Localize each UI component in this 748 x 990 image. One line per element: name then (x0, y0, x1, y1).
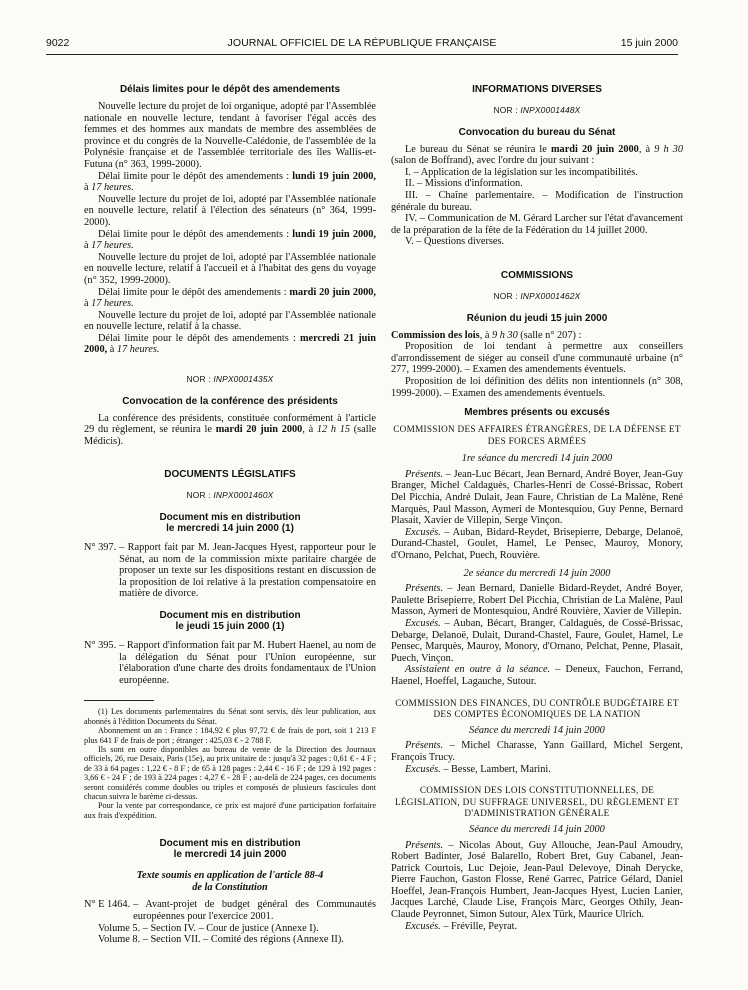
left-column (84, 84, 376, 946)
volume-5-line: Volume 5. – Section IV. – Cour de justice (Annexe I). (98, 922, 319, 934)
commission-lois-line: Commission des lois, à 9 h 30 (salle n° 207) : (391, 329, 582, 341)
lois-seance-title: Séance du mercredi 14 juin 2000 (469, 823, 605, 835)
seance-1-title: 1re séance du mercredi 14 juin 2000 (461, 453, 613, 465)
delais-limit-4: Délai limite pour le dépôt des amendements : mercredi 21 juin 2000, à 17 heures. (84, 332, 376, 356)
bureau-paragraph: Le bureau du Sénat se réunira le mardi 20 juin 2000, à 9 h 30 (salon de Boffrand), avec l'ordre du jour suivant : (391, 143, 683, 167)
document-entry-397: N° 397. – Rapport fait par M. Jean-Jacques Hyest, rapporteur pour le Sénat, au nom de la commission mixte paritaire chargée de proposer un texte sur les dispositions restant en discussion de la proposition de loi relative à la prestation compensatoire en matière de divorce. (84, 542, 376, 600)
section-title-reunion: Réunion du jeudi 15 juin 2000 (466, 312, 608, 324)
agenda-item-3: III. – Chaîne parlementaire. – Modification de l'instruction générale du bureau. (391, 189, 683, 213)
document-entry-e1464: N° E 1464. – Avant-projet de budget général des Communautés européennes pour l'exercice 2001. (84, 899, 376, 923)
document-entry-395: N° 395. – Rapport d'information fait par M. Hubert Haenel, au nom de la délégation du Sénat pour l'Union européenne, sur l'élaboration d'une charte des droits fondamentaux de l'Union européenne. (84, 640, 376, 686)
section-title-documents: DOCUMENTS LÉGISLATIFS (164, 469, 296, 481)
section-title-bureau: Convocation du bureau du Sénat (458, 126, 616, 138)
distribution-heading-2: Document mis en distribution le jeudi 15 juin 2000 (1) (159, 610, 301, 632)
commission-lois-item-2: Proposition de loi définition des délits non intentionnels (n° 308, 1999-2000). – Examen des amendements éventuels. (391, 375, 683, 399)
delais-paragraph-4: Nouvelle lecture du projet de loi, adopté par l'Assemblée nationale en nouvelle lecture, relatif à la chasse. (84, 309, 376, 333)
finances-excuses: Excusés. – Besse, Lambert, Marini. (405, 763, 551, 775)
seance-2-excuses: Excusés. – Auban, Bécart, Branger, Caldaguès, de Cossé-Brissac, Debarge, Delanoë, Dulait, Durand-Chastel, Faure, Goulet, Hamel, Le Pensec, Marquès, Mauroy, Monory, d'Ornano, Pelchat, Penne, Plasait, Puech, Vinçon. (391, 618, 683, 664)
header-rule (46, 54, 678, 55)
footnote-paragraph-3: Ils sont en outre disponibles au bureau de vente de la Direction des Journaux officiels, 26, rue Desaix, Paris (15e), au prix unitaire de : jusqu'à 32 pages : 0,61 € - 4 F ; de 33 à 64 pages : 1,22 € - 8 F ; de 65 à 128 pages : 2,44 € - 16 F ; de 129 à 192 pages : 3,66 € - 24 F ; de 193 à 224 pages : 4,27 € - 28 F ; au-delà de 224 pages, ces documents seront considérés comme doubles ou triples et composés de plusieurs fascicules dont chacun suivra le barème ci-dessus. (84, 745, 376, 802)
issue-date: 15 juin 2000 (620, 37, 678, 49)
finances-presents: Présents. – Michel Charasse, Yann Gaillard, Michel Sergent, François Trucy. (391, 740, 683, 763)
commission-finances-title: COMMISSION DES FINANCES, DU CONTRÔLE BUDGÉTAIRE ET DES COMPTES ÉCONOMIQUES DE LA NATION (395, 697, 679, 720)
nor-reference: NOR : INPX0001435X (186, 374, 274, 385)
right-column (391, 84, 683, 932)
seance-1-excuses: Excusés. – Auban, Bidard-Reydet, Brisepierre, Debarge, Delanoë, Durand-Chastel, Goulet, Hamel, Le Pensec, Mauroy, Monory, d'Ornano, Pelchat, Puech, Rouvière. (391, 526, 683, 562)
footnote-paragraph-2: Abonnement un an : France : 184,92 € plus 97,72 € de frais de port, soit 1 213 F plus 641 F de frais de port ; étranger : 425,03 € - 2 788 F. (84, 726, 376, 745)
footnote-paragraph-1: (1) Les documents parlementaires du Sénat sont servis, dès leur publication, aux abonnés à l'édition Documents du Sénat. (84, 707, 376, 726)
lois-excuses: Excusés. – Fréville, Peyrat. (405, 920, 518, 932)
seance-1-presents: Présents. – Jean-Luc Bécart, Jean Bernard, André Boyer, Jean-Guy Branger, Michel Caldaguès, Charles-Henri de Cossé-Brissac, Robert Del Picchia, André Dulait, Jean Faure, Christian de La Malène, René Marquès, Paul Masson, Aymeri de Montesquiou, Guy Penne, Bernard Plasait, Xavier de Villepin, Serge Vinçon. (391, 468, 683, 527)
nor-reference: NOR : INPX0001460X (186, 490, 274, 501)
page-number: 9022 (46, 37, 70, 49)
journal-title: JOURNAL OFFICIEL DE LA RÉPUBLIQUE FRANÇAISE (227, 37, 497, 49)
section-title-conference: Convocation de la conférence des présidents (122, 395, 338, 407)
delais-paragraph-3: Nouvelle lecture du projet de loi, adopté par l'Assemblée nationale en nouvelle lecture, relatif à l'accueil et à l'habitat des gens du voyage (n° 352, 1999-2000). (84, 251, 376, 286)
delais-paragraph-1: Nouvelle lecture du projet de loi organique, adopté par l'Assemblée nationale en nouvelle lecture, tendant à favoriser l'égal accès des femmes et des hommes aux mandats de membre des assemblées de province et du congrès de la Nouvelle-Calédonie, de l'assemblée de la Polynésie française et de l'assemblée territoriale des îles Wallis-et-Futuna (n° 363, 1999-2000). (84, 101, 376, 170)
lois-presents: Présents. – Nicolas About, Guy Allouche, Jean-Paul Amoudry, Robert Badinter, José Balarello, Robert Bret, Guy Cabanel, Jean-Patrick Courtois, Luc Dejoie, Jean-Paul Delevoye, Dinah Derycke, Pierre Fauchon, Gaston Flosse, René Garrec, Patrice Gélard, Daniel Hoeffel, Jean-François Humbert, Jean-Jacques Hyest, Lucien Lanier, Jacques Larché, Claude Lise, François Marc, Georges Othily, Jean-Claude Peyronnet, Simon Sutour, Alex Türk, Maurice Ulrich. (391, 839, 683, 921)
distribution-heading-1: Document mis en distribution le mercredi 14 juin 2000 (1) (159, 512, 301, 535)
section-title-membres: Membres présents ou excusés (464, 407, 610, 419)
finances-seance-title: Séance du mercredi 14 juin 2000 (469, 724, 605, 736)
page-header (46, 38, 678, 52)
nor-reference: NOR : INPX0001448X (493, 105, 581, 115)
delais-limit-1: Délai limite pour le dépôt des amendements : lundi 19 juin 2000, à 17 heures. (84, 170, 376, 194)
section-title-commissions: COMMISSIONS (500, 269, 574, 281)
commission-lois-item-1: Proposition de loi tendant à permettre aux conseillers d'arrondissement de siéger au conseil d'une communauté urbaine (n° 277, 1999-2000). – Examen des amendements éventuels. (391, 341, 683, 376)
agenda-item-1: I. – Application de la législation sur les incompatibilités. (405, 166, 638, 178)
commission-lois-constitutionnelles-title: COMMISSION DES LOIS CONSTITUTIONNELLES, DE LÉGISLATION, DU SUFFRAGE UNIVERSEL, DU RÈGLEMENT ET D'ADMINISTRATION GÉNÉRALE (394, 785, 680, 819)
agenda-item-4: IV. – Communication de M. Gérard Larcher sur l'état d'avancement de la préparation de la fête de la Fédération du 14 juillet 2000. (391, 213, 683, 236)
nor-reference: NOR : INPX0001462X (493, 290, 581, 301)
seance-2-assistaient: Assistaient en outre à la séance. – Deneux, Fauchon, Ferrand, Haenel, Hoeffel, Lagauche, Sutour. (391, 664, 683, 687)
delais-paragraph-2: Nouvelle lecture du projet de loi, adopté par l'Assemblée nationale en nouvelle lecture, relatif à l'élection des sénateurs (n° 364, 1999-2000). (84, 193, 376, 228)
agenda-item-2: II. – Missions d'information. (405, 178, 523, 190)
distribution-heading-3: Document mis en distribution le mercredi 14 juin 2000 (159, 838, 301, 861)
seance-2-presents: Présents. – Jean Bernard, Danielle Bidard-Reydet, André Boyer, Paulette Brisepierre, Robert Del Picchia, Christian de La Malène, Paul Masson, Aymeri de Montesquiou, André Rouvière, Xavier de Villepin. (391, 583, 683, 618)
volume-8-line: Volume 8. – Section VII. – Comité des régions (Annexe II). (98, 934, 344, 946)
article-88-4-heading: Texte soumis en application de l'article 88-4 de la Constitution (136, 870, 324, 893)
delais-limit-2: Délai limite pour le dépôt des amendements : lundi 19 juin 2000, à 17 heures. (84, 228, 376, 252)
footnote-paragraph-4: Pour la vente par correspondance, ce prix est majoré d'une participation forfaitaire aux frais d'expédition. (84, 801, 376, 820)
agenda-item-5: V. – Questions diverses. (405, 236, 505, 248)
section-title-delais: Délais limites pour le dépôt des amendements (119, 84, 341, 95)
delais-limit-3: Délai limite pour le dépôt des amendements : mardi 20 juin 2000, à 17 heures. (84, 286, 376, 310)
seance-2-title: 2e séance du mercredi 14 juin 2000 (463, 567, 611, 579)
commission-affaires-etrangeres-title: COMMISSION DES AFFAIRES ÉTRANGÈRES, DE LA DÉFENSE ET DES FORCES ARMÉES (393, 424, 681, 446)
conference-paragraph: La conférence des présidents, constituée conformément à l'article 29 du règlement, se réunira le mardi 20 juin 2000, à 12 h 15 (salle Médicis). (84, 412, 377, 447)
section-title-informations: INFORMATIONS DIVERSES (472, 84, 602, 95)
